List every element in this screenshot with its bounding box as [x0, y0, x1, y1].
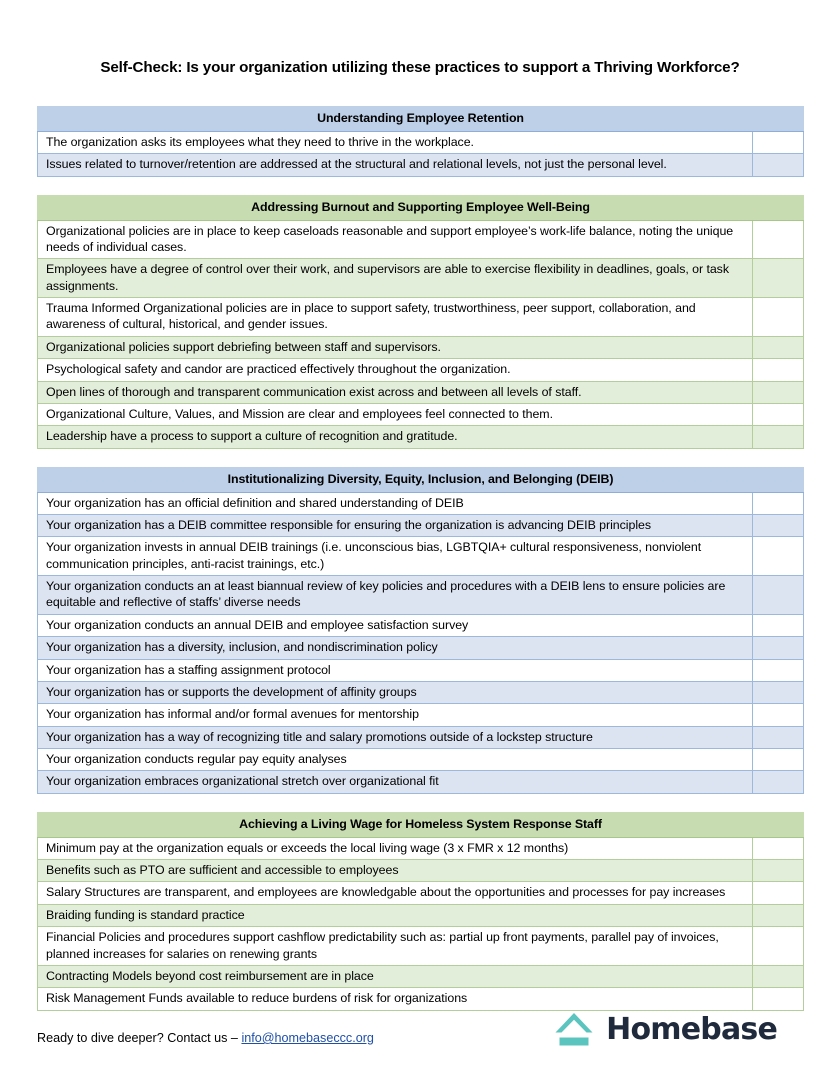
checklist-checkbox-cell[interactable] — [753, 259, 804, 298]
checklist-item-label: Your organization conducts regular pay equity analyses — [38, 749, 753, 771]
checklist-row — [38, 154, 804, 176]
checklist-item-label: Your organization conducts an at least biannual review of key policies and procedures with a DEIB lens to ensure policies are equitable and reflective of staffs’ diverse needs — [38, 576, 753, 615]
checklist-item-label: Minimum pay at the organization equals or exceeds the local living wage (3 x FMR x 12 months) — [38, 837, 753, 859]
checklist-item-label: Your organization embraces organizational stretch over organizational fit — [38, 771, 753, 793]
checklist-row — [38, 882, 804, 904]
checklist-row — [38, 426, 804, 448]
checklist-checkbox-cell[interactable] — [753, 131, 804, 153]
checklist-row — [38, 726, 804, 748]
checklist-checkbox-cell[interactable] — [753, 381, 804, 403]
checklist-row — [38, 704, 804, 726]
checklist-checkbox-cell[interactable] — [753, 659, 804, 681]
checklist-item-label: Your organization has or supports the development of affinity groups — [38, 681, 753, 703]
checklist-checkbox-cell[interactable] — [753, 860, 804, 882]
checklist-row — [38, 381, 804, 403]
checklist-checkbox-cell[interactable] — [753, 298, 804, 337]
checklist-item-label: Your organization has a diversity, inclusion, and nondiscrimination policy — [38, 637, 753, 659]
checklist-checkbox-cell[interactable] — [753, 771, 804, 793]
checklist-row — [38, 681, 804, 703]
checklist-item-label: Your organization has a way of recognizing title and salary promotions outside of a lockstep structure — [38, 726, 753, 748]
contact-email-link[interactable]: info@homebaseccc.org — [241, 1031, 374, 1045]
contact-line — [37, 1031, 374, 1045]
checklist-row — [38, 220, 804, 259]
checklist-checkbox-cell[interactable] — [753, 637, 804, 659]
checklist-item-label: Leadership have a process to support a culture of recognition and gratitude. — [38, 426, 753, 448]
checklist-item-label: Your organization has informal and/or formal avenues for mentorship — [38, 704, 753, 726]
checklist-row — [38, 988, 804, 1010]
checklist-checkbox-cell[interactable] — [753, 576, 804, 615]
section-header: Addressing Burnout and Supporting Employee Well-Being — [38, 195, 804, 220]
checklist-tables — [37, 106, 803, 1011]
checklist-checkbox-cell[interactable] — [753, 154, 804, 176]
checklist-checkbox-cell[interactable] — [753, 403, 804, 425]
checklist-row — [38, 904, 804, 926]
checklist-item-label: Issues related to turnover/retention are addressed at the structural and relational levels, not just the personal level. — [38, 154, 753, 176]
checklist-item-label: The organization asks its employees what they need to thrive in the workplace. — [38, 131, 753, 153]
checklist-row — [38, 576, 804, 615]
checklist-checkbox-cell[interactable] — [753, 359, 804, 381]
checklist-row — [38, 771, 804, 793]
section-header: Understanding Employee Retention — [38, 107, 804, 132]
checklist-item-label: Your organization has a staffing assignment protocol — [38, 659, 753, 681]
checklist-row — [38, 749, 804, 771]
checklist-checkbox-cell[interactable] — [753, 988, 804, 1010]
checklist-checkbox-cell[interactable] — [753, 426, 804, 448]
checklist-item-label: Salary Structures are transparent, and employees are knowledgable about the opportunities and processes for pay increases — [38, 882, 753, 904]
checklist-row — [38, 614, 804, 636]
checklist-item-label: Braiding funding is standard practice — [38, 904, 753, 926]
checklist-checkbox-cell[interactable] — [753, 704, 804, 726]
checklist-item-label: Open lines of thorough and transparent communication exist across and between all levels of staff. — [38, 381, 753, 403]
checklist-row — [38, 131, 804, 153]
checklist-checkbox-cell[interactable] — [753, 965, 804, 987]
page-title: Self-Check: Is your organization utilizing these practices to support a Thriving Workforce? — [100, 59, 740, 76]
checklist-checkbox-cell[interactable] — [753, 514, 804, 536]
checklist-item-label: Risk Management Funds available to reduce burdens of risk for organizations — [38, 988, 753, 1010]
checklist-item-label: Psychological safety and candor are practiced effectively throughout the organization. — [38, 359, 753, 381]
checklist-checkbox-cell[interactable] — [753, 614, 804, 636]
checklist-item-label: Your organization invests in annual DEIB trainings (i.e. unconscious bias, LGBTQIA+ cultural responsiveness, nonviolent communication principles, anti-racist trainings, etc.) — [38, 537, 753, 576]
checklist-item-label: Your organization has a DEIB committee responsible for ensuring the organization is advancing DEIB principles — [38, 514, 753, 536]
checklist-row — [38, 860, 804, 882]
checklist-checkbox-cell[interactable] — [753, 681, 804, 703]
checklist-row — [38, 359, 804, 381]
section-header: Achieving a Living Wage for Homeless System Response Staff — [38, 812, 804, 837]
checklist-item-label: Organizational policies support debriefing between staff and supervisors. — [38, 336, 753, 358]
checklist-checkbox-cell[interactable] — [753, 927, 804, 966]
section-header: Institutionalizing Diversity, Equity, Inclusion, and Belonging (DEIB) — [38, 467, 804, 492]
checklist-checkbox-cell[interactable] — [753, 749, 804, 771]
checklist-item-label: Financial Policies and procedures support cashflow predictability such as: partial up front payments, parallel pay of invoices, planned increases for salaries on renewing grants — [38, 927, 753, 966]
section-table — [37, 812, 804, 1011]
checklist-item-label: Benefits such as PTO are sufficient and accessible to employees — [38, 860, 753, 882]
checklist-row — [38, 336, 804, 358]
checklist-row — [38, 514, 804, 536]
checklist-item-label: Contracting Models beyond cost reimbursement are in place — [38, 965, 753, 987]
checklist-row — [38, 298, 804, 337]
house-logo-icon — [553, 1010, 595, 1050]
checklist-checkbox-cell[interactable] — [753, 904, 804, 926]
checklist-checkbox-cell[interactable] — [753, 837, 804, 859]
checklist-row — [38, 837, 804, 859]
checklist-checkbox-cell[interactable] — [753, 537, 804, 576]
section-table — [37, 106, 804, 177]
checklist-row — [38, 259, 804, 298]
logo-wordmark: Homebase — [606, 1012, 777, 1047]
checklist-checkbox-cell[interactable] — [753, 336, 804, 358]
checklist-checkbox-cell[interactable] — [753, 726, 804, 748]
checklist-item-label: Your organization has an official definition and shared understanding of DEIB — [38, 492, 753, 514]
checklist-item-label: Trauma Informed Organizational policies are in place to support safety, trustworthiness, peer support, collaboration, and awareness of cultural, historical, and gender issues. — [38, 298, 753, 337]
checklist-row — [38, 403, 804, 425]
checklist-row — [38, 659, 804, 681]
checklist-row — [38, 492, 804, 514]
checklist-item-label: Employees have a degree of control over their work, and supervisors are able to exercise flexibility in deadlines, goals, or task assignments. — [38, 259, 753, 298]
page-footer — [37, 1012, 803, 1076]
section-table — [37, 195, 804, 449]
section-table — [37, 467, 804, 794]
homebase-logo — [553, 1010, 777, 1050]
contact-prompt: Ready to dive deeper? Contact us – — [37, 1031, 242, 1045]
checklist-checkbox-cell[interactable] — [753, 882, 804, 904]
checklist-row — [38, 965, 804, 987]
checklist-row — [38, 637, 804, 659]
checklist-item-label: Your organization conducts an annual DEIB and employee satisfaction survey — [38, 614, 753, 636]
checklist-checkbox-cell[interactable] — [753, 492, 804, 514]
checklist-row — [38, 927, 804, 966]
checklist-checkbox-cell[interactable] — [753, 220, 804, 259]
checklist-row — [38, 537, 804, 576]
checklist-item-label: Organizational Culture, Values, and Mission are clear and employees feel connected to them. — [38, 403, 753, 425]
checklist-item-label: Organizational policies are in place to keep caseloads reasonable and support employee’s work-life balance, noting the unique needs of individual cases. — [38, 220, 753, 259]
